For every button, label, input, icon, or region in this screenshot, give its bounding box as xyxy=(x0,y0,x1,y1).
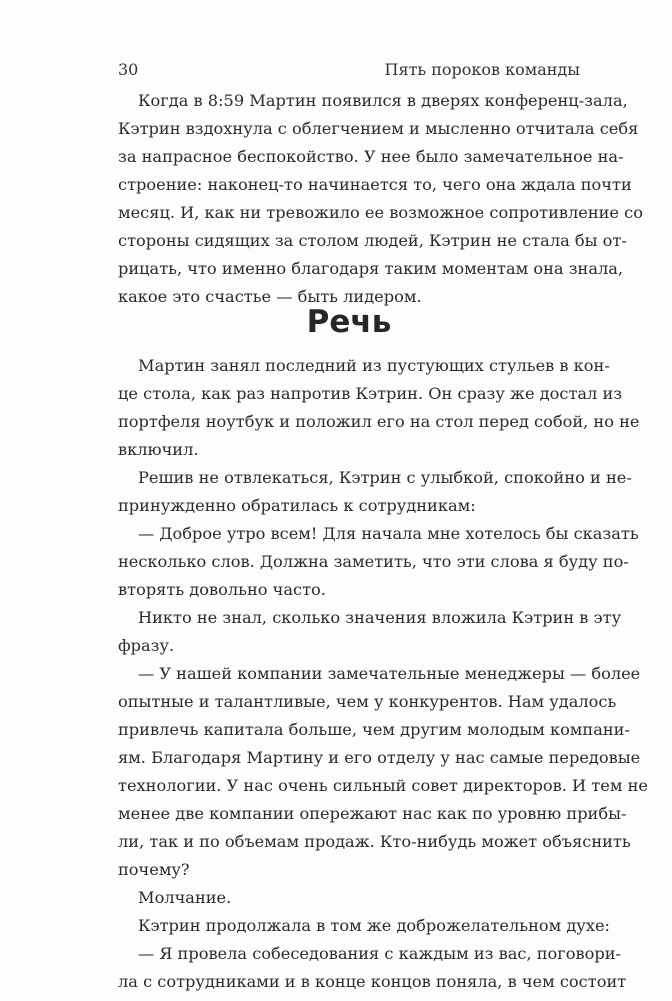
text-line: опытные и талантливые, чем у конкурентов. Нам удалось xyxy=(118,692,617,711)
text-line: — У нашей компании замечательные менеджеры — более xyxy=(138,664,641,683)
text-line: Когда в 8:59 Мартин появился в дверях конференц-зала, xyxy=(138,91,628,110)
text-line: принужденно обратилась к сотрудникам: xyxy=(118,496,476,515)
text-line: вторять довольно часто. xyxy=(118,580,326,599)
text-line: портфеля ноутбук и положил его на стол перед собой, но не xyxy=(118,412,640,431)
text-line: це стола, как раз напротив Кэтрин. Он сразу же достал из xyxy=(118,384,623,403)
section-body xyxy=(118,352,648,996)
text-line: стороны сидящих за столом людей, Кэтрин не стала бы от- xyxy=(118,231,627,250)
page-number: 30 xyxy=(118,60,139,79)
text-line: Мартин занял последний из пустующих стульев в кон- xyxy=(138,356,610,375)
section-heading: Речь xyxy=(306,304,392,340)
text-line: Молчание. xyxy=(138,888,232,907)
text-line: Кэтрин продолжала в том же доброжелательном духе: xyxy=(138,916,610,935)
text-line: рицать, что именно благодаря таким моментам она знала, xyxy=(118,259,624,278)
text-line: строение: наконец-то начинается то, чего она ждала почти xyxy=(118,175,632,194)
running-header xyxy=(118,56,580,84)
text-line: ям. Благодаря Мартину и его отделу у нас самые передовые xyxy=(118,748,641,767)
text-line: ла с сотрудниками и в конце концов поняла, в чем состоит xyxy=(118,972,627,991)
text-line: включил. xyxy=(118,440,199,459)
text-line: менее две компании опережают нас как по уровню прибы- xyxy=(118,804,627,823)
text-line: Кэтрин вздохнула с облегчением и мысленно отчитала себя xyxy=(118,119,639,138)
text-line: ли, так и по объемам продаж. Кто-нибудь может объяснить xyxy=(118,832,631,851)
opening-paragraph xyxy=(118,87,643,311)
book-title: Пять пороков команды xyxy=(384,60,580,79)
text-line: технологии. У нас очень сильный совет директоров. И тем не xyxy=(118,776,648,795)
text-line: Решив не отвлекаться, Кэтрин с улыбкой, спокойно и не- xyxy=(138,468,632,487)
text-line: месяц. И, как ни тревожило ее возможное сопротивление со xyxy=(118,203,643,222)
text-line: почему? xyxy=(118,860,190,879)
text-line: фразу. xyxy=(118,636,175,655)
text-line: привлечь капитала больше, чем другим молодым компани- xyxy=(118,720,630,739)
text-line: Никто не знал, сколько значения вложила Кэтрин в эту xyxy=(138,608,622,627)
text-line: какое это счастье — быть лидером. xyxy=(118,287,422,306)
text-line: за напрасное беспокойство. У нее было замечательное на- xyxy=(118,147,624,166)
text-line: — Я провела собеседования с каждым из вас, поговори- xyxy=(138,944,622,963)
text-line: несколько слов. Должна заметить, что эти слова я буду по- xyxy=(118,552,629,571)
text-line: — Доброе утро всем! Для начала мне хотелось бы сказать xyxy=(138,524,639,543)
